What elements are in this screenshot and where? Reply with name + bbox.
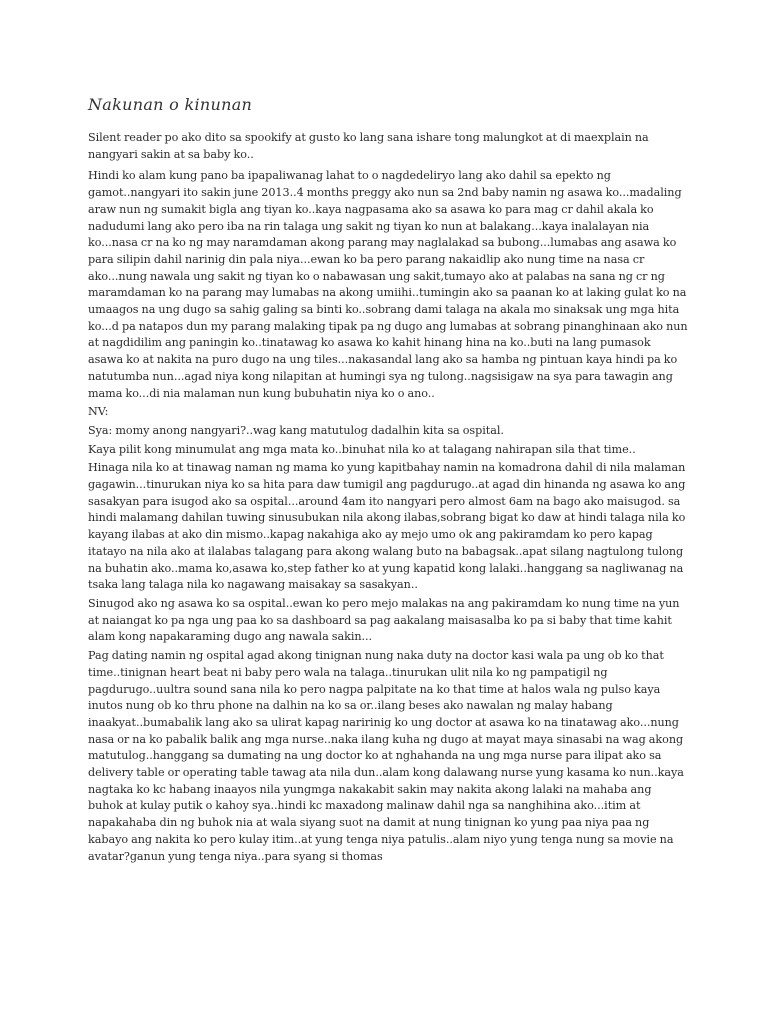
paragraph-story-start: Hindi ko alam kung pano ba ipapaliwanag lahat to o nagdedeliryo lang ako dahil sa epekto ng gamot..nangyari ito sakin june 2013..4 months preggy ako nun sa 2nd baby namin ng asawa ko...madaling araw nun ng sumakit bigla ang tiyan ko..kaya nagpasama ako sa asawa ko para mag cr dahil akala ko nadudumi lang ako pero iba na rin talaga ung sakit ng tiyan ko nun at balakang...kaya inalalayan nia ko...nasa cr na ko ng may naramdaman akong parang may naglalakad sa bubong...lumabas ang asawa ko para silipin dahil narinig din pala niya...ewan ko ba pero parang nakaidlip ako nung time na nasa cr ako...nung nawala ung sakit ng tiyan ko o nabawasan ung sakit,tumayo ako at palabas na sana ng cr ng maramdaman ko na parang may lumabas na akong umiihi..tumingin ako sa paanan ko at laking gulat ko na umaagos na ung dugo sa sahig galing sa binti ko..sobrang dami talaga na akala mo sinaksak ung mga hita ko...d pa natapos dun my parang malaking tipak pa ng dugo ang lumabas at sobrang pinanghinaan ako nun at nagdidilim ang paningin ko..tinatawag ko asawa ko kahit hinang hina na ko..buti na lang pumasok asawa ko at nakita na puro dugo na ung tiles...nakasandal lang ako sa hamba ng pintuan kaya hindi pa ko natutumba nun...agad niya kong nilapitan at humingi sya ng tulong..nagsisigaw na sya para tawagin ang mama ko...di nia malaman nun kung bubuhatin niya ko o ano.. <box>88 169 688 400</box>
paragraph-hospital-arrival: Pag dating namin ng ospital agad akong tinignan nung naka duty na doctor kasi wala pa ung ob ko that time..tinignan heart beat ni baby pero wala na talaga..tinurukan ulit nila ko ng pampatigil ng pagdurugo..uultra sound sana nila ko pero nagpa palpitate na ko that time at halos wala ng pulso kaya inutos nung ob ko thru phone na dalhin na ko sa or..ilang beses ako nawalan ng malay habang inaakyat..bumabalik lang ako sa ulirat kapag naririnig ko ung doctor at asawa ko na tinatawag ako...nung nasa or na ko pabalik balik ang mga nurse..naka ilang kuha ng dugo at mayat maya sinasabi na wag akong matutulog..hanggang sa dumating na ung doctor ko at nghahanda na ung mga nurse para ilipat ako sa delivery table or operating table tawag ata nila dun..alam kong dalawang nurse yung kasama ko nun..kaya nagtaka ko kc habang inaayos nila yungmga nakakabit sakin may nakita akong lalaki na mahaba ang buhok at kulay putik o kahoy sya..hindi kc maxadong malinaw dahil nga sa nanghihina ako...itim at napakahaba din ng buhok nia at wala siyang suot na damit at nung tinignan ko yung paa niya paa ng kabayo ang nakita ko pero kulay itim..at yung tenga niya patulis..alam niyo yung tenga nung sa movie na avatar?ganun yung tenga niya..para syang si thomas <box>88 649 684 863</box>
paragraph-nv-label: NV: <box>88 405 109 419</box>
paragraph-dialogue: Sya: momy anong nangyari?..wag kang matutulog dadalhin kita sa ospital. <box>88 423 504 437</box>
document-page <box>88 94 688 867</box>
paragraph-intro: Silent reader po ako dito sa spookify at gusto ko lang sana ishare tong malungkot at di maexplain na nangyari sakin at sa baby ko.. <box>88 131 649 161</box>
paragraph-midwife: Hinaga nila ko at tinawag naman ng mama ko yung kapitbahay namin na komadrona dahil di nila malaman gagawin...tinurukan niya ko sa hita para daw tumigil ang pagdurugo..at agad din hinanda ng asawa ko ang sasakyan para isugod ako sa ospital...around 4am ito nangyari pero almost 6am na bago ako maisugod. sa hindi malamang dahilan tuwing sinusubukan nila akong ilabas,sobrang bigat ko daw at hindi talaga nila ko kayang ilabas at ako din mismo..kapag nakahiga ako ay mejo umo ok ang pakiramdam ko pero kapag itatayo na nila ako at ilalabas talagang para akong walang buto na babagsak..apat silang nagtulong tulong na buhatin ako..mama ko,asawa ko,step father ko at yung kapatid kong lalaki..hanggang sa nagliwanag na tsaka lang talaga nila ko nagawang maisakay sa sasakyan.. <box>88 461 686 592</box>
document-title: Nakunan o kinunan <box>88 95 253 114</box>
paragraph-hospital-drive: Sinugod ako ng asawa ko sa ospital..ewan ko pero mejo malakas na ang pakiramdam ko nung time na yun at naiangat ko pa nga ung paa ko sa dashboard sa pag aakalang maisasalba ko pa si baby that time kahit alam kong napakaraming dugo ang nawala sakin... <box>88 596 680 644</box>
paragraph-carried: Kaya pilit kong minumulat ang mga mata ko..binuhat nila ko at talagang nahirapan sila that time.. <box>88 442 636 456</box>
